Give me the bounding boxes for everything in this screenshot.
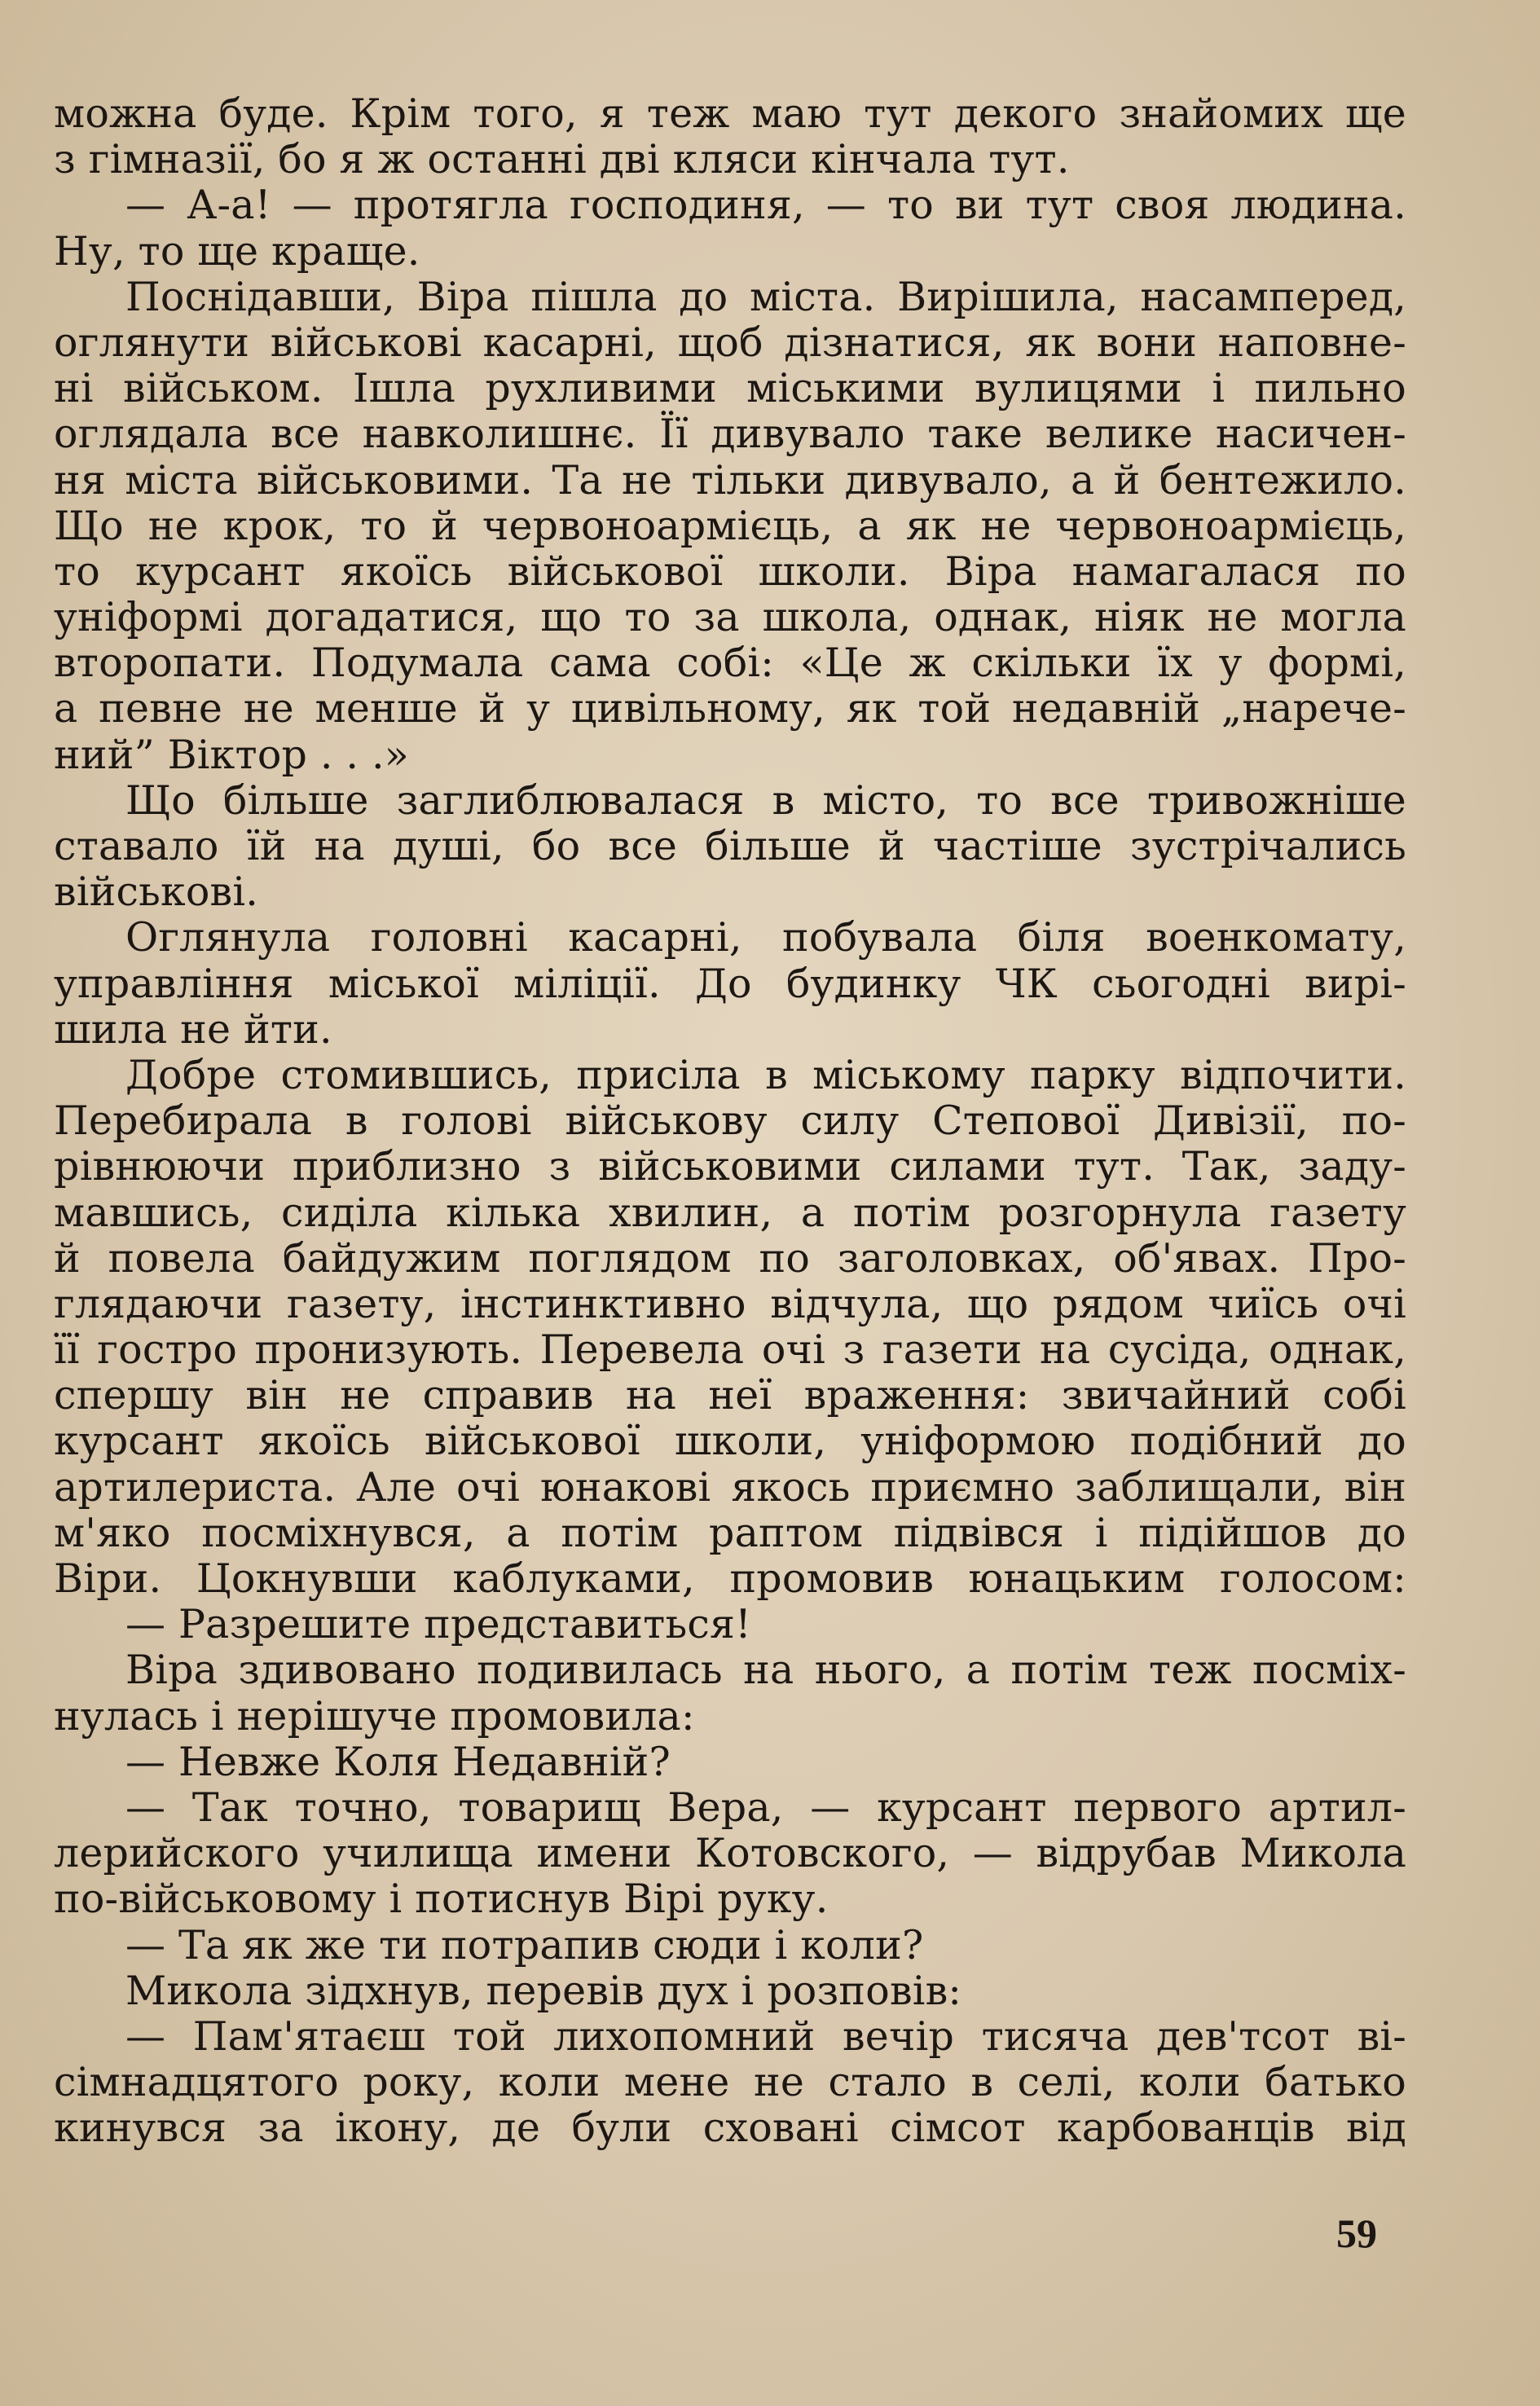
text-line: Що більше заглиблювалася в місто, то все тривожніше — [125, 776, 1406, 824]
text-line: Перебирала в голові військову силу Степової Дивізії, по- — [54, 1097, 1406, 1145]
text-line: з гімназії, бо я ж останні дві кляси кінчала тут. — [54, 136, 1070, 183]
page-number: 59 — [1336, 2210, 1377, 2256]
text-line: лерийского училища имени Котовского, — відрубав Микола — [54, 1830, 1406, 1877]
text-line: військові. — [54, 869, 258, 916]
text-line: нулась і нерішуче промовила: — [54, 1692, 695, 1740]
text-line: второпати. Подумала сама собі: «Це ж скільки їх у формі, — [54, 640, 1406, 687]
text-line: рівнюючи приблизно з військовими силами тут. Так, заду- — [54, 1143, 1406, 1190]
text-line: — Так точно, товарищ Вера, — курсант первого артил- — [125, 1784, 1406, 1831]
text-line: ні військом. Ішла рухливими міськими вулицями і пильно — [54, 365, 1406, 412]
text-line: ний” Віктор . . .» — [54, 731, 409, 778]
text-line: Микола зідхнув, перевів дух і розповів: — [125, 1967, 962, 2014]
text-line: ня міста військовими. Та не тільки дивувало, а й бентежило. — [54, 456, 1406, 504]
text-line: — Разрешите представиться! — [125, 1601, 751, 1648]
body-text — [54, 91, 1406, 2151]
text-line: по-військовому і потиснув Вірі руку. — [54, 1876, 829, 1923]
text-line: можна буде. Крім того, я теж маю тут декого знайомих ще — [54, 90, 1406, 137]
text-line: Добре стомившись, присіла в міському парку відпочити. — [125, 1051, 1406, 1098]
text-line: сімнадцятого року, коли мене не стало в селі, коли батько — [54, 2059, 1406, 2106]
text-line: Що не крок, то й червоноармієць, а як не червоноармієць, — [54, 502, 1406, 549]
text-line: управління міської міліції. До будинку ЧК сьогодні вирі- — [54, 960, 1406, 1007]
text-line: — Пам'ятаєш той лихопомний вечір тисяча дев'тсот ві- — [125, 2012, 1406, 2060]
text-line: її гостро пронизують. Перевела очі з газети на сусіда, однак, — [54, 1326, 1406, 1374]
text-line: артилериста. Але очі юнакові якось приємно заблищали, він — [54, 1463, 1406, 1511]
text-line: м'яко посміхнувся, а потім раптом підвівся і підійшов до — [54, 1509, 1406, 1556]
text-line: ставало їй на душі, бо все більше й частіше зустрічались — [54, 823, 1406, 869]
text-line: а певне не менше й у цивільному, як той недавній „нарече- — [54, 685, 1406, 732]
text-line: кинувся за ікону, де були сховані сімсот карбованців від — [54, 2105, 1406, 2152]
text-line: курсант якоїсь військової школи, уніформою подібний до — [54, 1418, 1406, 1465]
text-line: уніформі догадатися, що то за школа, однак, ніяк не могла — [54, 594, 1406, 641]
text-line: Ну, то ще краще. — [54, 227, 420, 275]
text-line: — Невже Коля Недавній? — [125, 1738, 671, 1785]
text-line: оглядала все навколишнє. Її дивувало таке велике насичен- — [54, 411, 1406, 458]
text-line: то курсант якоїсь військової школи. Віра намагалася по — [54, 548, 1406, 595]
text-line: Поснідавши, Віра пішла до міста. Вирішила, насамперед, — [125, 273, 1406, 320]
text-line: й повела байдужим поглядом по заголовках, об'явах. Про- — [54, 1234, 1406, 1282]
text-line: — А-а! — протягла господиня, — то ви тут своя людина. — [125, 182, 1406, 229]
text-line: глядаючи газету, інстинктивно відчула, що рядом чиїсь очі — [54, 1280, 1406, 1327]
text-line: Віра здивовано подивилась на нього, а потім теж посміх- — [125, 1647, 1406, 1694]
text-line: мавшись, сиділа кілька хвилин, а потім розгорнула газету — [54, 1189, 1406, 1236]
text-line: шила не йти. — [54, 1005, 332, 1053]
text-line: оглянути військові касарні, щоб дізнатися, як вони наповне- — [54, 319, 1406, 366]
text-line: Оглянула головні касарні, побувала біля военкомату, — [125, 914, 1406, 961]
text-line: спершу він не справив на неї враження: звичайний собі — [54, 1372, 1406, 1419]
text-line: Віри. Цокнувши каблуками, промовив юнацьким голосом: — [54, 1555, 1406, 1602]
text-line: — Та як же ти потрапив сюди і коли? — [125, 1921, 924, 1968]
